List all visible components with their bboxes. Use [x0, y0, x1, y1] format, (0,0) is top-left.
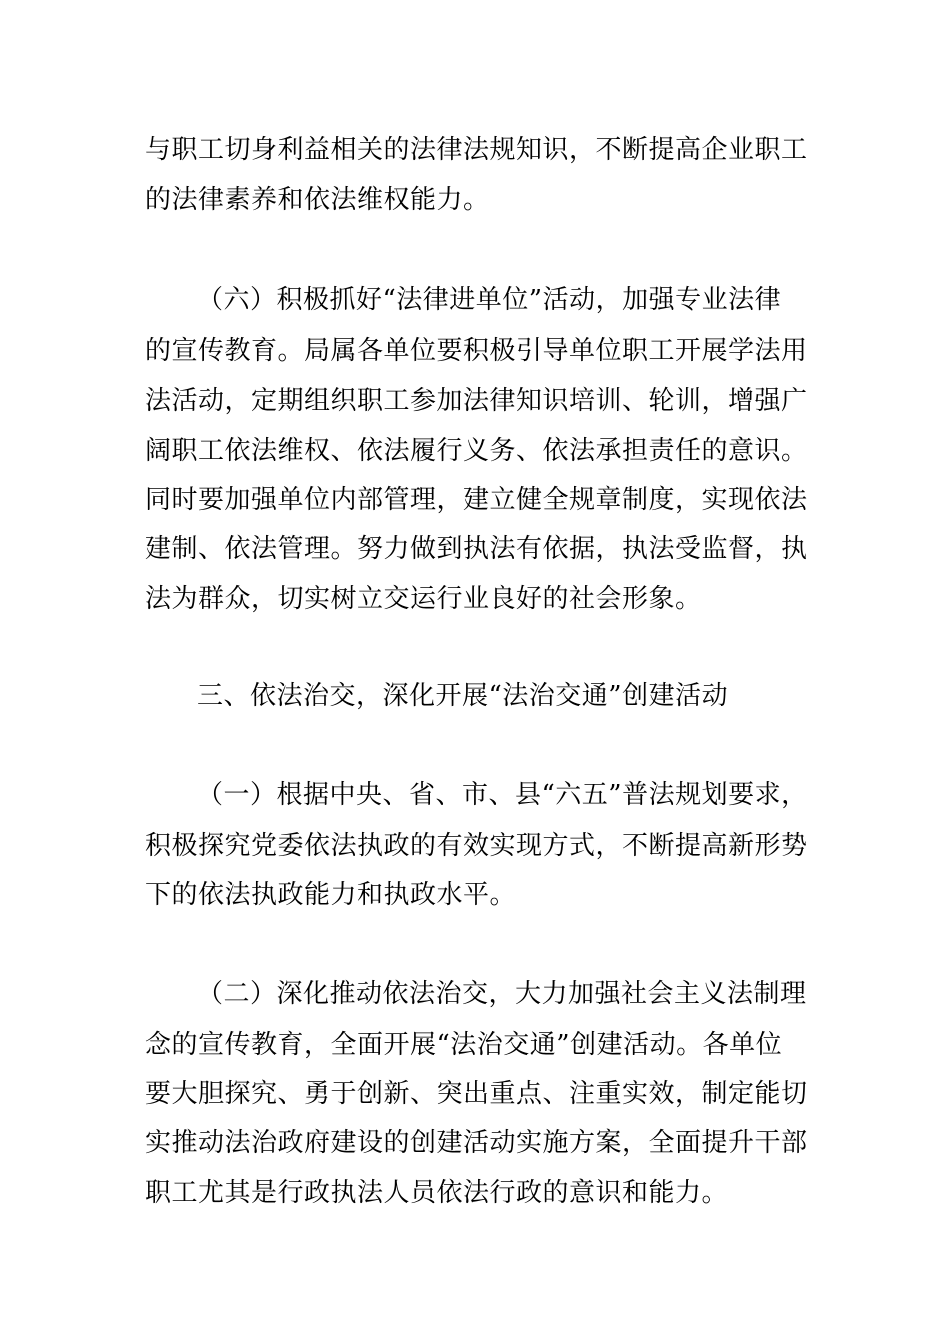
- paragraph-line: 的法律素养和依法维权能力。: [145, 185, 490, 215]
- paragraph-line: （二）深化推动依法治交，大力加强社会主义法制理: [197, 979, 807, 1009]
- paragraph-line: 积极探究党委依法执政的有效实现方式，不断提高新形势: [145, 831, 808, 861]
- paragraph-line: 的宣传教育。局属各单位要积极引导单位职工开展学法用: [145, 336, 808, 366]
- paragraph-line: 要大胆探究、勇于创新、突出重点、注重实效，制定能切: [145, 1079, 808, 1109]
- paragraph-line: 阔职工依法维权、依法履行义务、依法承担责任的意识。: [145, 436, 808, 466]
- paragraph-line: （六）积极抓好“法律进单位”活动，加强专业法律: [197, 285, 782, 315]
- paragraph-line: 念的宣传教育，全面开展“法治交通”创建活动。各单位: [145, 1030, 783, 1060]
- section-heading: 三、依法治交，深化开展“法治交通”创建活动: [197, 681, 729, 711]
- paragraph-line: 实推动法治政府建设的创建活动实施方案，全面提升干部: [145, 1128, 808, 1158]
- paragraph-line: 同时要加强单位内部管理，建立健全规章制度，实现依法: [145, 485, 808, 515]
- paragraph-line: 下的依法执政能力和执政水平。: [145, 880, 517, 910]
- paragraph-line: 法为群众，切实树立交运行业良好的社会形象。: [145, 584, 702, 614]
- paragraph-line: 与职工切身利益相关的法律法规知识，不断提高企业职工: [145, 135, 808, 165]
- paragraph-line: （一）根据中央、省、市、县“六五”普法规划要求，: [197, 780, 808, 810]
- paragraph-line: 建制、依法管理。努力做到执法有依据，执法受监督，执: [145, 534, 808, 564]
- paragraph-line: 职工尤其是行政执法人员依法行政的意识和能力。: [145, 1178, 729, 1208]
- paragraph-line: 法活动，定期组织职工参加法律知识培训、轮训，增强广: [145, 386, 808, 416]
